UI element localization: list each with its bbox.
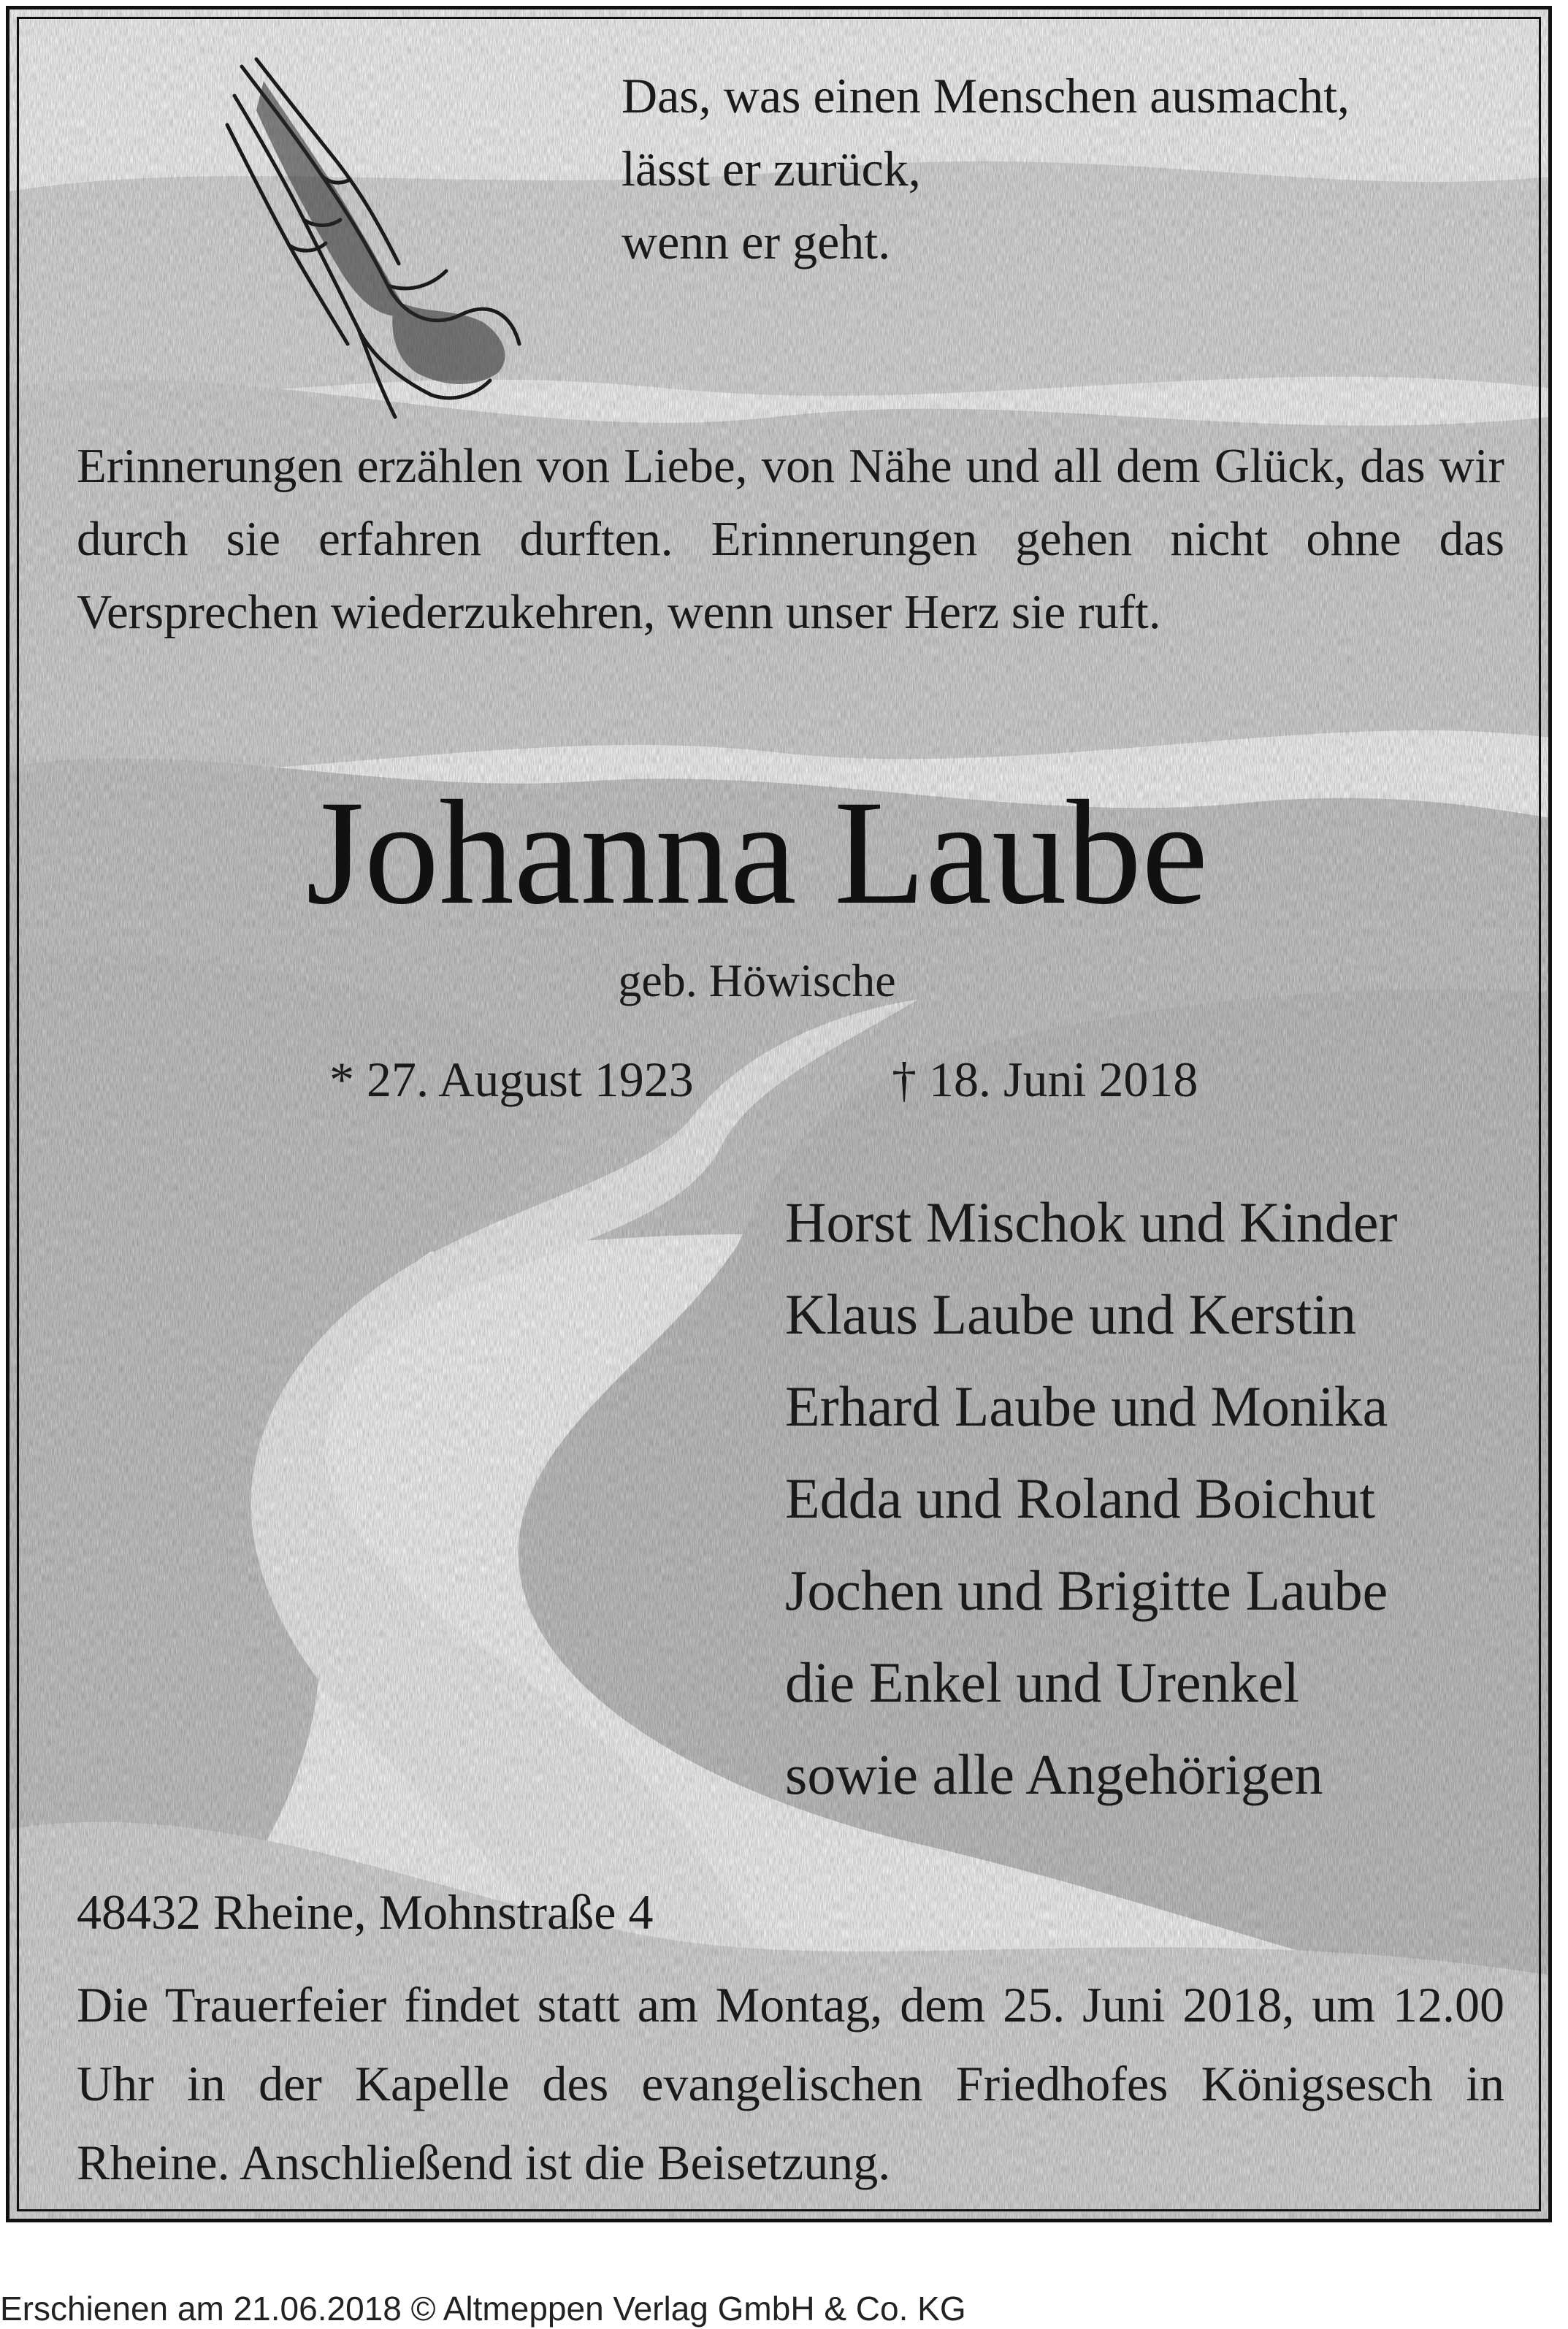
death-date: † 18. Juni 2018 (892, 1052, 1198, 1107)
mourner-line: Jochen und Brigitte Laube (785, 1559, 1388, 1622)
maiden-name: geb. Höwische (618, 955, 896, 1006)
mourner-line: Erhard Laube und Monika (785, 1374, 1388, 1438)
quote-line: lässt er zurück, (622, 141, 921, 196)
mourners-list (785, 1177, 1397, 1821)
mourner-line: Edda und Roland Boichut (785, 1466, 1376, 1530)
ceremony-paragraph: Die Trauerfeier findet statt am Montag, dem 25. Juni 2018, um 12.00 Uhr in der Kapelle des evangelischen Friedhofes Königsesch in Rheine. Anschließend ist die Beisetzung. (77, 1977, 1504, 2190)
mourner-line: Klaus Laube und Kerstin (785, 1282, 1356, 1346)
deceased-name: Johanna Laube (305, 770, 1209, 936)
mourner-line: sowie alle Angehörigen (785, 1743, 1323, 1806)
praying-hands-icon (213, 52, 534, 432)
memories-paragraph: Erinnerungen erzählen von Liebe, von Nähe und all dem Glück, das wir durch sie erfahren durften. Erinnerungen gehen nicht ohne das Versprechen wiederzukehren, wenn unser Herz sie ruft. (77, 439, 1504, 639)
mourner-line: Horst Mischok und Kinder (785, 1190, 1398, 1254)
address: 48432 Rheine, Mohnstraße 4 (77, 1884, 654, 1940)
publication-note: Erschienen am 21.06.2018 © Altmeppen Verlag GmbH & Co. KG (0, 2290, 966, 2328)
quote-line: Das, was einen Menschen ausmacht, (622, 68, 1350, 123)
obituary-notice (6, 6, 1552, 2222)
quote-line: wenn er geht. (622, 214, 891, 269)
birth-date: * 27. August 1923 (329, 1052, 694, 1107)
mourner-line: die Enkel und Urenkel (785, 1651, 1299, 1714)
quote (622, 59, 1350, 278)
